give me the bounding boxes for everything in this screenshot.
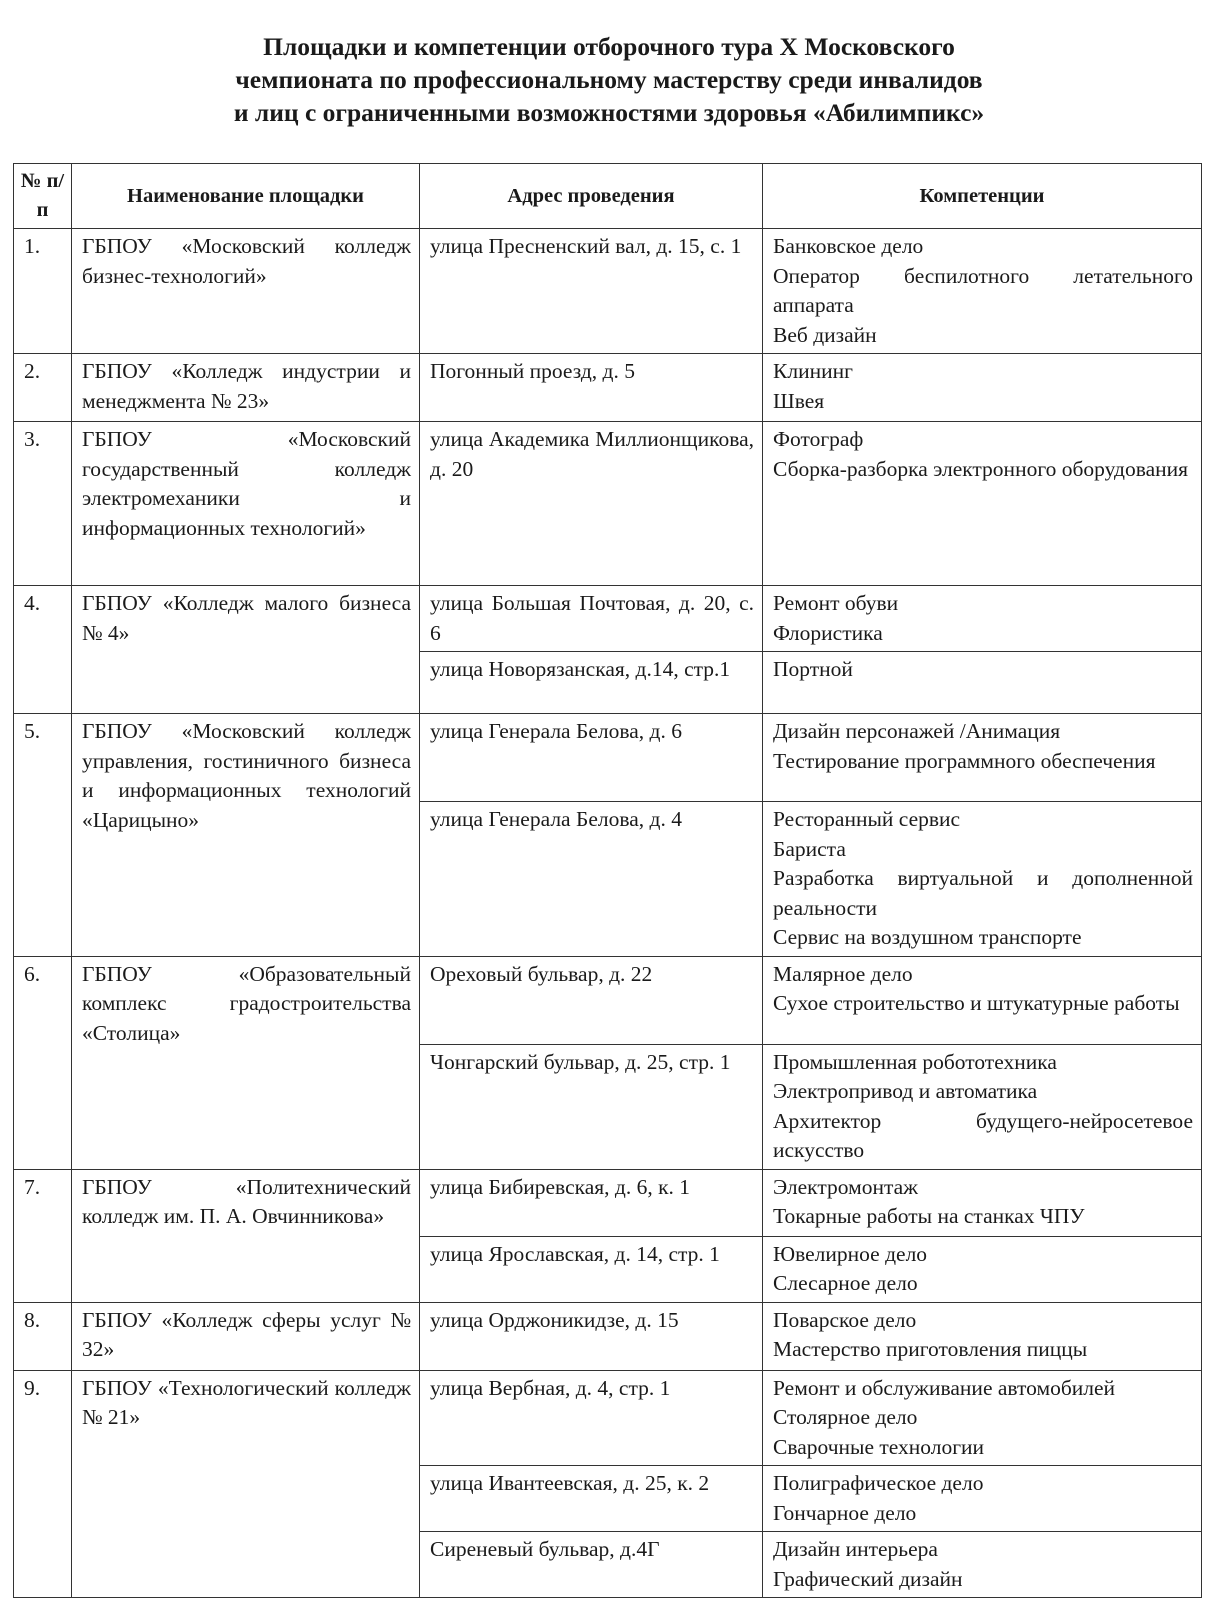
competency-item: Сухое строительство и штукатурные работы bbox=[773, 991, 1180, 1015]
venue-address: улица Орджоникидзе, д. 15 bbox=[420, 1302, 763, 1370]
table-header-row bbox=[14, 164, 1202, 229]
competency-item: Архитектор будущего-нейросетевое искусство bbox=[773, 1108, 1193, 1162]
venue-address: улица Генерала Белова, д. 6 bbox=[420, 714, 763, 802]
competency-item: Ювелирное дело bbox=[773, 1241, 928, 1266]
header-num: № п/п bbox=[14, 164, 72, 229]
competency-list bbox=[763, 422, 1202, 586]
venue-address: улица Пресненский вал, д. 15, с. 1 bbox=[420, 229, 763, 354]
row-number: 4. bbox=[14, 586, 72, 714]
competency-item: Полиграфическое дело bbox=[773, 1471, 984, 1495]
competency-item: Графический дизайн bbox=[773, 1566, 963, 1591]
competency-list bbox=[763, 1532, 1202, 1598]
competency-item: Разработка виртуальной и дополненной реальности bbox=[773, 866, 1193, 920]
venue-address: Погонный проезд, д. 5 bbox=[420, 354, 763, 422]
competency-item: Портной bbox=[773, 657, 853, 681]
competency-list bbox=[763, 229, 1202, 354]
competency-item: Гончарное дело bbox=[773, 1500, 917, 1525]
competency-item: Малярное дело bbox=[773, 961, 913, 986]
venue-address: улица Большая Почтовая, д. 20, с. 6 bbox=[420, 586, 763, 652]
venue-name: ГБПОУ «Колледж индустрии и менеджмента № 23» bbox=[72, 354, 420, 422]
competency-item: Сборка-разборка электронного оборудования bbox=[773, 456, 1189, 481]
title-line: и лиц с ограниченными возможностями здоровья «Абилимпикс» bbox=[233, 98, 985, 127]
venue-name: ГБПОУ «Политехнический колледж им. П. А. Овчинникова» bbox=[72, 1169, 420, 1302]
venue-name: ГБПОУ «Колледж сферы услуг № 32» bbox=[72, 1302, 420, 1370]
table-row bbox=[14, 1370, 1202, 1466]
competency-list bbox=[763, 1236, 1202, 1302]
venue-address: улица Ярославская, д. 14, стр. 1 bbox=[420, 1236, 763, 1302]
competency-list bbox=[763, 1370, 1202, 1466]
competency-item: Электропривод и автоматика bbox=[773, 1079, 1038, 1103]
competency-item: Ресторанный сервис bbox=[773, 807, 961, 831]
table-row bbox=[14, 354, 1202, 422]
venue-address: улица Бибиревская, д. 6, к. 1 bbox=[420, 1169, 763, 1236]
competency-item: Клининг bbox=[773, 359, 853, 383]
row-number: 1. bbox=[14, 229, 72, 354]
venue-name: ГБПОУ «Московский государственный колледж электромеханики и информационных технологий» bbox=[72, 422, 420, 586]
competency-item: Сварочные технологии bbox=[773, 1434, 985, 1459]
competency-item: Слесарное дело bbox=[773, 1271, 918, 1295]
venue-name: ГБПОУ «Образовательный комплекс градостроительства «Столица» bbox=[72, 956, 420, 1169]
competency-item: Флористика bbox=[773, 620, 883, 645]
venues-table bbox=[13, 163, 1202, 1598]
competency-item: Швея bbox=[773, 388, 825, 413]
row-number: 8. bbox=[14, 1302, 72, 1370]
competency-item: Мастерство приготовления пиццы bbox=[773, 1337, 1088, 1361]
competency-item: Столярное дело bbox=[773, 1405, 918, 1429]
title-line: Площадки и компетенции отборочного тура X Московского bbox=[263, 32, 955, 61]
competency-list bbox=[763, 956, 1202, 1044]
competency-list bbox=[763, 1466, 1202, 1532]
competency-list bbox=[763, 586, 1202, 652]
venue-address: улица Генерала Белова, д. 4 bbox=[420, 802, 763, 957]
competency-list bbox=[763, 1044, 1202, 1169]
venue-name: ГБПОУ «Колледж малого бизнеса № 4» bbox=[72, 586, 420, 714]
competency-list bbox=[763, 354, 1202, 422]
competency-list bbox=[763, 802, 1202, 957]
competency-list bbox=[763, 1169, 1202, 1236]
venue-address: Чонгарский бульвар, д. 25, стр. 1 bbox=[420, 1044, 763, 1169]
competency-item: Сервис на воздушном транспорте bbox=[773, 925, 1082, 949]
document-title bbox=[0, 30, 1218, 129]
header-name: Наименование площадки bbox=[72, 164, 420, 229]
venue-address: улица Ивантеевская, д. 25, к. 2 bbox=[420, 1466, 763, 1532]
venue-address: улица Вербная, д. 4, стр. 1 bbox=[420, 1370, 763, 1466]
row-number: 5. bbox=[14, 714, 72, 957]
competency-item: Бариста bbox=[773, 836, 846, 861]
table-row bbox=[14, 586, 1202, 652]
venue-address: Сиреневый бульвар, д.4Г bbox=[420, 1532, 763, 1598]
table-row bbox=[14, 714, 1202, 802]
row-number: 7. bbox=[14, 1169, 72, 1302]
venue-address: Ореховый бульвар, д. 22 bbox=[420, 956, 763, 1044]
competency-item: Дизайн персонажей /Анимация bbox=[773, 719, 1061, 743]
competency-item: Промышленная робототехника bbox=[773, 1049, 1057, 1074]
competency-item: Поварское дело bbox=[773, 1307, 917, 1332]
title-line: чемпионата по профессиональному мастерству среди инвалидов bbox=[235, 65, 983, 94]
venue-address: улица Новорязанская, д.14, стр.1 bbox=[420, 652, 763, 714]
row-number: 2. bbox=[14, 354, 72, 422]
row-number: 6. bbox=[14, 956, 72, 1169]
competency-list bbox=[763, 714, 1202, 802]
competency-item: Ремонт и обслуживание автомобилей bbox=[773, 1375, 1116, 1400]
venue-name: ГБПОУ «Технологический колледж № 21» bbox=[72, 1370, 420, 1598]
table-row bbox=[14, 1169, 1202, 1236]
table-row bbox=[14, 229, 1202, 354]
competency-list bbox=[763, 1302, 1202, 1370]
competency-list bbox=[763, 652, 1202, 714]
venue-name: ГБПОУ «Московский колледж управления, гостиничного бизнеса и информационных технологий «Царицыно» bbox=[72, 714, 420, 957]
competency-item: Веб дизайн bbox=[773, 322, 877, 347]
venue-address: улица Академика Миллионщикова, д. 20 bbox=[420, 422, 763, 586]
row-number: 3. bbox=[14, 422, 72, 586]
competency-item: Банковское дело bbox=[773, 234, 924, 258]
competency-item: Токарные работы на станках ЧПУ bbox=[773, 1204, 1085, 1228]
header-address: Адрес проведения bbox=[420, 164, 763, 229]
competency-item: Фотограф bbox=[773, 427, 864, 451]
table-row bbox=[14, 422, 1202, 586]
competency-item: Оператор беспилотного летательного аппарата bbox=[773, 263, 1193, 317]
competency-item: Ремонт обуви bbox=[773, 591, 899, 615]
table-row bbox=[14, 1302, 1202, 1370]
venue-name: ГБПОУ «Московский колледж бизнес-технологий» bbox=[72, 229, 420, 354]
competency-item: Дизайн интерьера bbox=[773, 1537, 938, 1561]
header-competencies: Компетенции bbox=[763, 164, 1202, 229]
table-row bbox=[14, 956, 1202, 1044]
row-number: 9. bbox=[14, 1370, 72, 1598]
competency-item: Электромонтаж bbox=[773, 1174, 919, 1199]
table-body bbox=[14, 229, 1202, 1598]
competency-item: Тестирование программного обеспечения bbox=[773, 748, 1156, 773]
